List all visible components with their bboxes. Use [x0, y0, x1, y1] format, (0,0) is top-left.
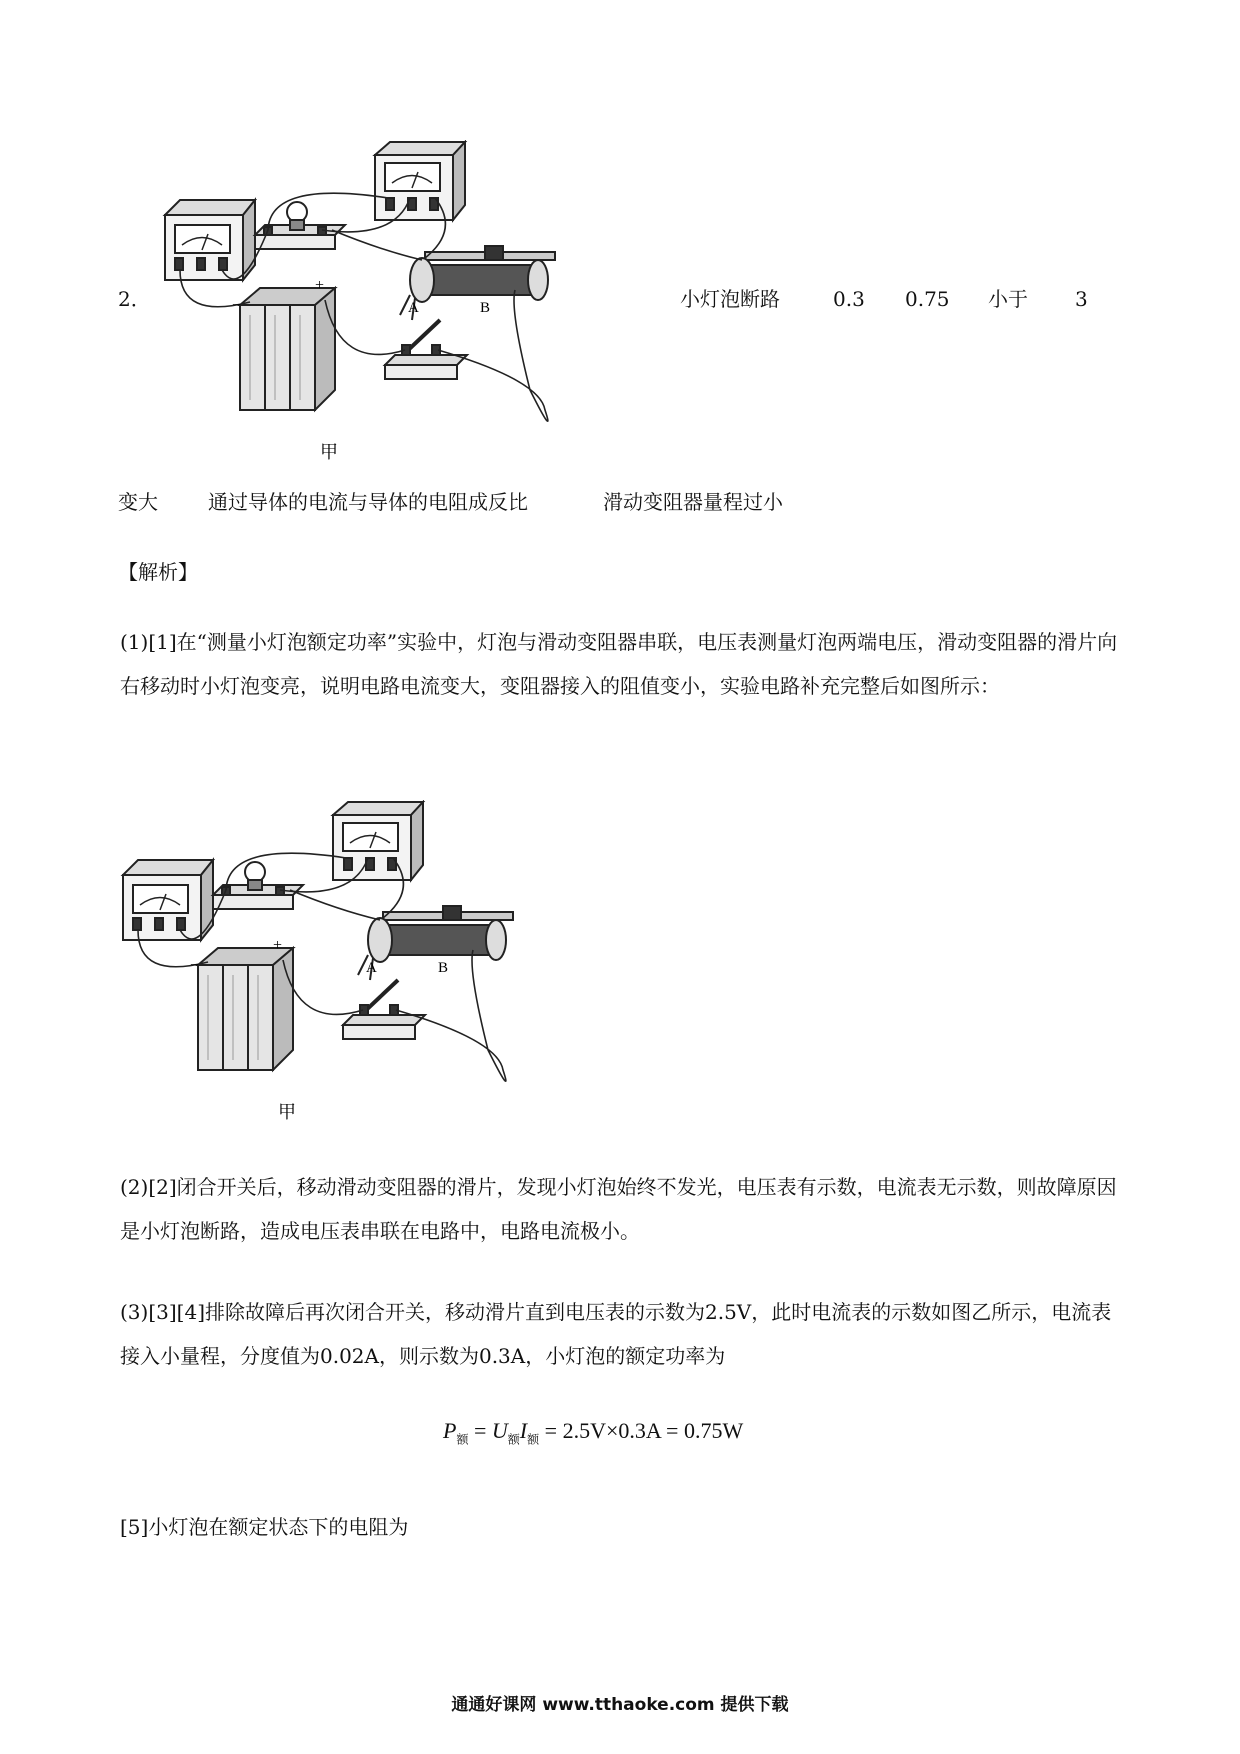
voltmeter-icon	[333, 802, 423, 880]
answer-7: 通过导体的电流与导体的电阻成反比	[208, 490, 528, 514]
analysis-heading: 【解析】	[118, 560, 198, 584]
analysis-paragraph-4: [5]小灯泡在额定状态下的电阻为	[120, 1515, 409, 1539]
figure-caption: 甲	[320, 442, 338, 462]
analysis-paragraph-3: (3)[3][4]排除故障后再次闭合开关，移动滑片直到电压表的示数为2.5V，此时电流表的示数如图乙所示，电流表接入小量程，分度值为0.02A，则示数为0.3A，小灯泡的额定功率为	[120, 1300, 1112, 1368]
battery-icon	[198, 948, 293, 1070]
label-plus: +	[315, 277, 325, 294]
analysis-paragraph-2: (2)[2]闭合开关后，移动滑动变阻器的滑片，发现小灯泡始终不发光，电压表有示数，电流表无示数，则故障原因是小灯泡断路，造成电压表串联在电路中，电路电流极小。	[120, 1175, 1117, 1243]
analysis-paragraph-1: (1)[1]在“测量小灯泡额定功率”实验中，灯泡与滑动变阻器串联，电压表测量灯泡两端电压，滑动变阻器的滑片向右移动时小灯泡变亮，说明电路电流变大，变阻器接入的阻值变小，实验电路补充完整后如图所示：	[120, 630, 1118, 698]
label-a: A	[366, 960, 377, 976]
figure-caption: 甲	[278, 1102, 296, 1122]
circuit-diagram-2	[118, 800, 578, 1130]
label-minus: −	[190, 957, 200, 974]
label-b: B	[438, 960, 449, 976]
label-minus: −	[232, 297, 242, 314]
answer-1: 小灯泡断路	[680, 287, 780, 311]
rheostat-icon	[400, 246, 555, 320]
battery-icon	[240, 288, 335, 410]
voltmeter-icon	[375, 142, 465, 220]
page-footer: 通通好课网 www.tthaoke.com 提供下载	[451, 1695, 789, 1715]
answer-5: 3	[1075, 287, 1088, 311]
answer-2: 0.3	[833, 287, 865, 311]
answer-6: 变大	[118, 490, 158, 514]
ammeter-icon	[165, 200, 255, 280]
label-a: A	[408, 300, 419, 316]
answer-3: 0.75	[905, 287, 950, 311]
ammeter-icon	[123, 860, 213, 940]
switch-icon	[343, 980, 425, 1039]
answer-8: 滑动变阻器量程过小	[603, 490, 783, 514]
answer-number: 2．	[118, 287, 151, 311]
label-b: B	[480, 300, 491, 316]
switch-icon	[385, 320, 467, 379]
label-plus: +	[273, 937, 283, 954]
power-formula: $P_额 = U_额I_额 = 2.5V\times 0.3A = 0.75W$	[443, 1418, 744, 1447]
answer-4: 小于	[988, 287, 1028, 311]
circuit-diagram-1	[160, 140, 620, 470]
rheostat-icon	[358, 906, 513, 980]
